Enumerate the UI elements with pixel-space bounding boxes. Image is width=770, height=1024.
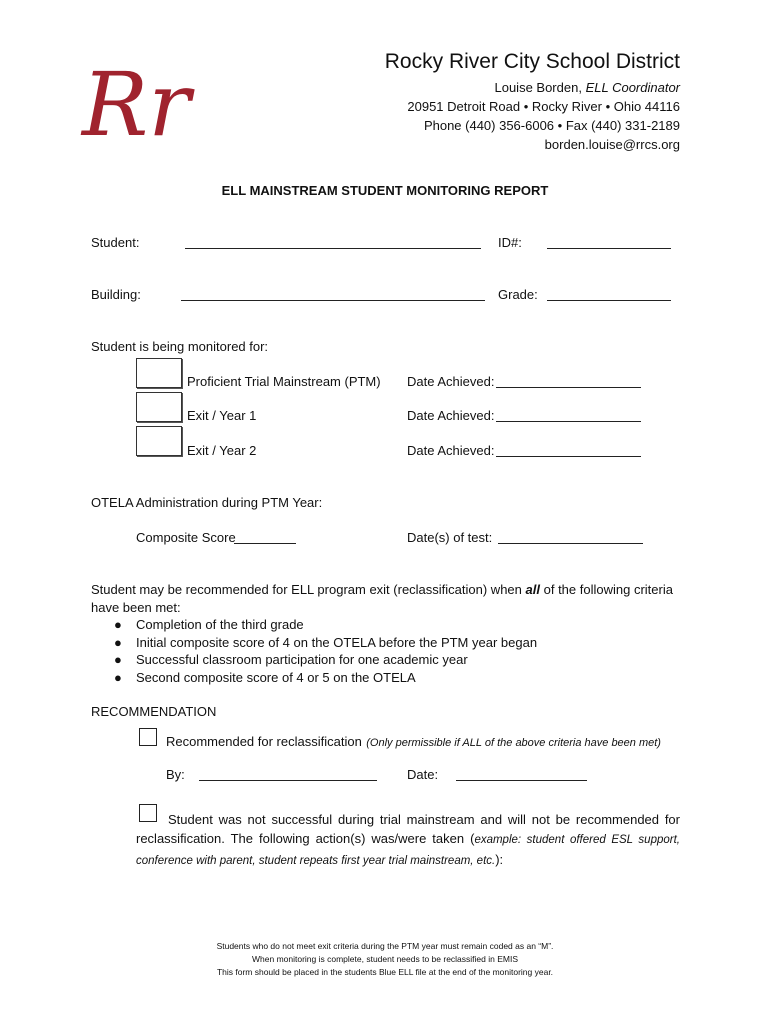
by-field[interactable] [199,780,377,781]
phone-fax: Phone (440) 356-6006 • Fax (440) 331-2189 [423,118,680,133]
coordinator-line [494,78,680,98]
not-recommended-end: ): [495,852,504,867]
monitoring-heading: Student is being monitored for: [91,339,269,354]
criteria-item: Initial composite score of 4 on the OTELA before the PTM year began [136,635,538,650]
id-label: ID#: [498,235,522,250]
otela-heading: OTELA Administration during PTM Year: [91,495,323,510]
composite-score-field[interactable] [234,543,296,544]
address: 20951 Detroit Road • Rocky River • Ohio 44116 [407,99,680,114]
recommended-label: Recommended for reclassification [166,734,362,749]
criteria-intro-start: Student may be recommended for ELL program exit (reclassification) when [91,582,522,597]
student-field[interactable] [185,248,481,249]
bullet-icon: ● [114,670,122,685]
grade-label: Grade: [498,287,538,302]
exit-year2-checkbox[interactable] [136,426,182,456]
recommendation-heading: RECOMMENDATION [91,704,217,719]
criteria-item: Second composite score of 4 or 5 on the OTELA [136,670,416,685]
criteria-intro-all: all [525,582,540,597]
logo-text: Rr [82,55,191,150]
form-title: ELL MAINSTREAM STUDENT MONITORING REPORT [221,183,549,198]
building-field[interactable] [181,300,485,301]
student-label: Student: [91,235,140,250]
exit-year1-date-label: Date Achieved: [407,408,495,423]
test-dates-label: Date(s) of test: [407,530,493,545]
grade-field[interactable] [547,300,671,301]
ptm-date-field[interactable] [496,387,641,388]
rec-date-field[interactable] [456,780,587,781]
exit-year2-date-label: Date Achieved: [407,443,495,458]
test-dates-field[interactable] [498,543,643,544]
not-recommended-text [136,810,680,871]
exit-year1-date-field[interactable] [496,421,641,422]
ptm-label: Proficient Trial Mainstream (PTM) [187,374,381,389]
recommended-line [166,733,661,751]
district-logo [78,55,198,150]
coordinator-title: ELL Coordinator [585,80,680,95]
criteria-item: Completion of the third grade [136,617,304,632]
composite-score-label: Composite Score [136,530,236,545]
not-recommended-example: example: student offered ESL support, conference with parent, student repeats first year trial mainstream, etc. [136,834,680,867]
coordinator-name: Louise Borden, [494,80,582,95]
criteria-intro-line2: have been met: [91,600,181,615]
ptm-date-label: Date Achieved: [407,374,495,389]
not-recommended-label: Student was not successful during trial mainstream and will not be recommended for reclassification. The following action(s) was/were taken ( [136,812,680,846]
criteria-intro-end: of the following criteria [543,582,673,597]
exit-year2-date-field[interactable] [496,456,641,457]
exit-year2-label: Exit / Year 2 [187,443,257,458]
district-name: Rocky River City School District [384,50,680,73]
footer-line-3: This form should be placed in the students Blue ELL file at the end of the monitoring year. [216,967,554,977]
email: borden.louise@rrcs.org [544,137,680,152]
rec-date-label: Date: [407,767,439,782]
exit-year1-label: Exit / Year 1 [187,408,257,423]
recommended-note: (Only permissible if ALL of the above criteria have been met) [366,737,661,749]
footer-line-1: Students who do not meet exit criteria during the PTM year must remain coded as an “M”. [216,941,554,951]
footer-line-2: When monitoring is complete, student needs to be reclassified in EMIS [252,954,518,964]
bullet-icon: ● [114,635,122,650]
bullet-icon: ● [114,652,122,667]
exit-year1-checkbox[interactable] [136,392,182,422]
by-label: By: [166,767,185,782]
recommended-checkbox[interactable] [139,728,157,746]
bullet-icon: ● [114,617,122,632]
ptm-checkbox[interactable] [136,358,182,388]
building-label: Building: [91,287,141,302]
criteria-item: Successful classroom participation for one academic year [136,652,468,667]
criteria-intro [91,582,673,597]
id-field[interactable] [547,248,671,249]
